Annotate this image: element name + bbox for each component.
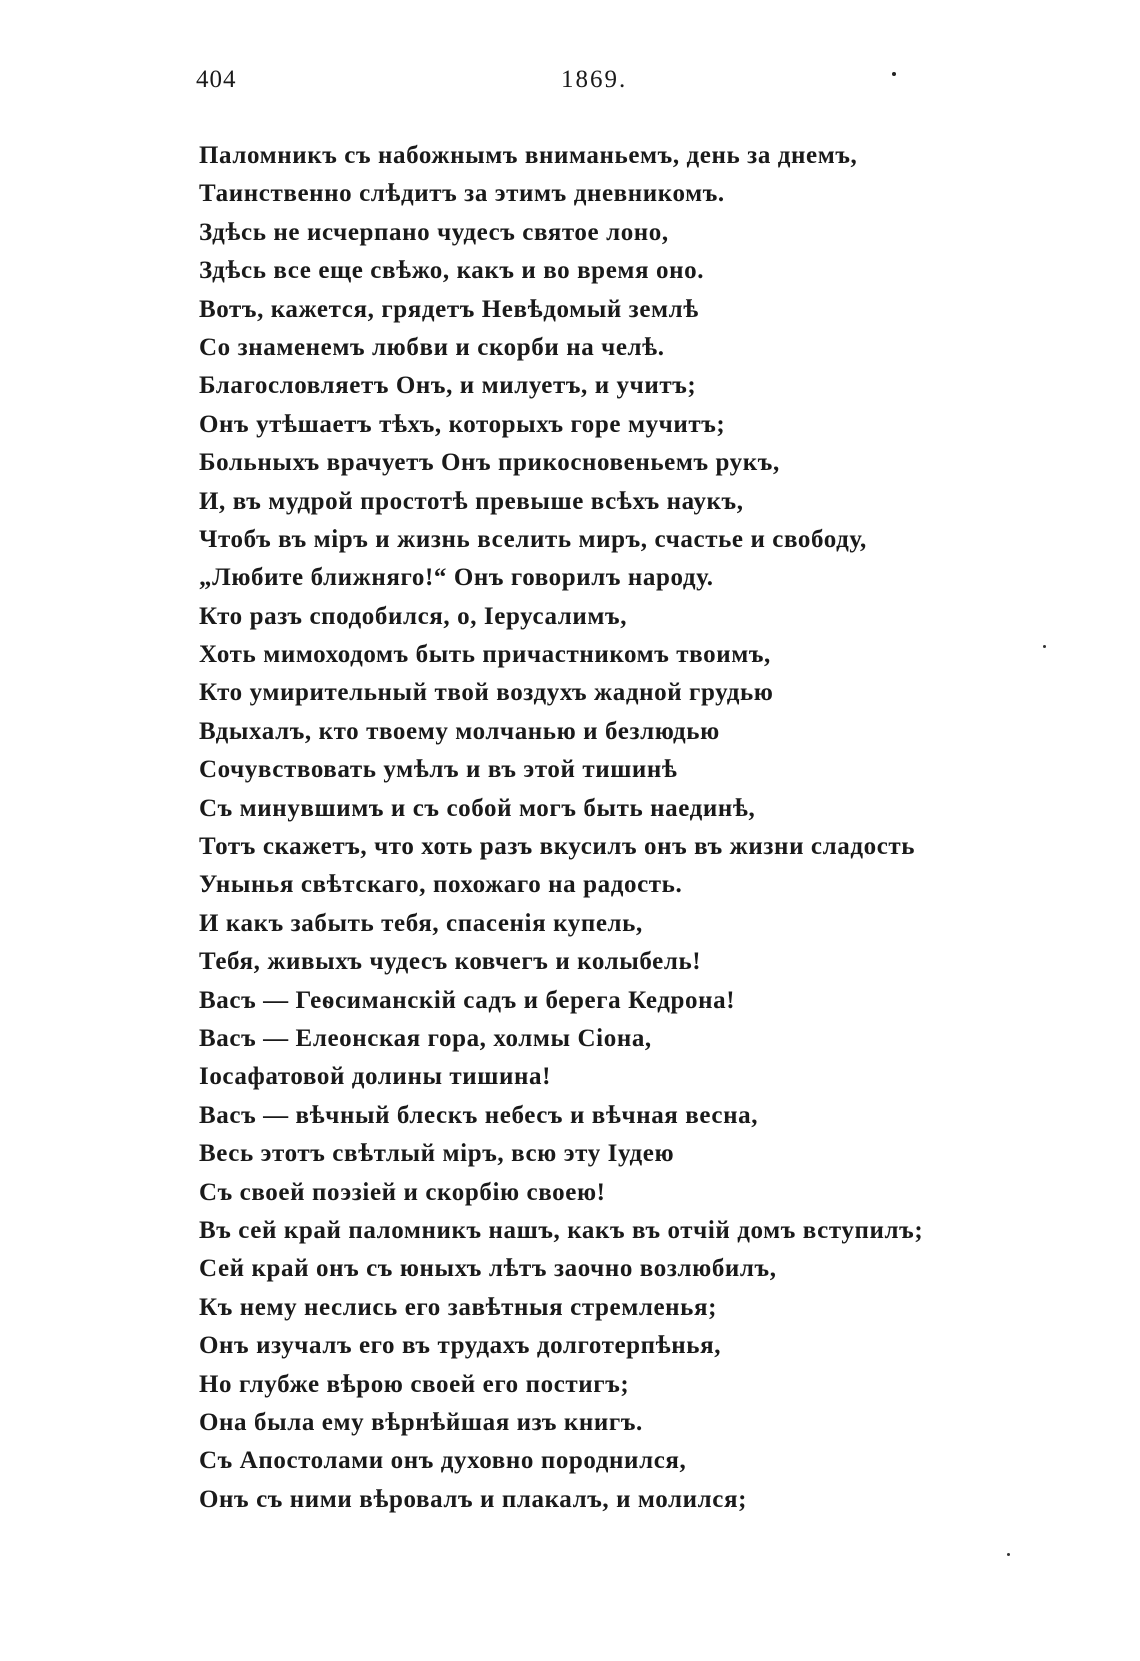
poem-line: Но глубже вѣрою своей его постигъ; — [199, 1370, 630, 1398]
poem-line: Онъ съ ними вѣровалъ и плакалъ, и молился; — [199, 1485, 748, 1513]
poem-line: Въ сей край паломникъ нашъ, какъ въ отчій домъ вступилъ; — [199, 1216, 924, 1244]
poem-line: Здѣсь не исчерпано чудесъ святое лоно, — [199, 218, 669, 246]
poem-line: Съ Апостолами онъ духовно породнился, — [199, 1447, 687, 1475]
ink-speck — [892, 72, 896, 76]
poem-line: Іосафатовой долины тишина! — [199, 1063, 552, 1091]
poem-line: Къ нему неслись его завѣтныя стремленья; — [199, 1293, 718, 1321]
poem-text — [199, 137, 1079, 1519]
poem-line: Вдыхалъ, кто твоему молчанью и безлюдью — [199, 717, 720, 745]
poem-line: Съ минувшимъ и съ собой могъ быть наединѣ, — [199, 794, 756, 822]
poem-line: „Любите ближняго!“ Онъ говорилъ народу. — [199, 564, 714, 592]
poem-line: Съ своей поэзіей и скорбію своею! — [199, 1178, 606, 1206]
poem-line: Она была ему вѣрнѣйшая изъ книгъ. — [199, 1408, 643, 1436]
poem-line: Онъ изучалъ его въ трудахъ долготерпѣнья, — [199, 1332, 722, 1360]
poem-line: Чтобъ въ міръ и жизнь вселить миръ, счастье и свободу, — [199, 525, 867, 553]
ink-speck — [1043, 645, 1046, 648]
poem-line: И какъ забыть тебя, спасенія купель, — [199, 909, 643, 937]
page-number: 404 — [196, 66, 237, 93]
poem-line: Васъ — Геѳсиманскій садъ и берега Кедрона! — [199, 986, 736, 1014]
poem-line: Тебя, живыхъ чудесъ ковчегъ и колыбель! — [199, 948, 702, 976]
poem-line: Вотъ, кажется, грядетъ Невѣдомый землѣ — [199, 295, 699, 323]
poem-line: Унынья свѣтскаго, похожаго на радость. — [199, 871, 683, 899]
poem-line: Васъ — вѣчный блескъ небесъ и вѣчная весна, — [199, 1101, 759, 1129]
poem-line: Кто умирительный твой воздухъ жадной грудью — [199, 679, 774, 707]
ink-speck — [1007, 1553, 1010, 1556]
poem-line: Онъ утѣшаетъ тѣхъ, которыхъ горе мучитъ; — [199, 410, 726, 438]
poem-line: Таинственно слѣдитъ за этимъ дневникомъ. — [199, 180, 725, 208]
poem-line: Паломникъ съ набожнымъ вниманьемъ, день за днемъ, — [199, 142, 858, 169]
poem-line: Сочувствовать умѣлъ и въ этой тишинѣ — [199, 756, 678, 784]
poem-line: Больныхъ врачуетъ Онъ прикосновеньемъ рукъ, — [199, 449, 780, 477]
poem-line: Здѣсь все еще свѣжо, какъ и во время оно. — [199, 257, 705, 285]
poem-line: Тотъ скажетъ, что хоть разъ вкусилъ онъ въ жизни сладость — [199, 833, 916, 861]
poem-line: Хоть мимоходомъ быть причастникомъ твоимъ, — [199, 641, 771, 669]
poem-line: Благословляетъ Онъ, и милуетъ, и учитъ; — [199, 372, 697, 400]
running-head-year: 1869. — [561, 66, 628, 93]
poem-line: Васъ — Елеонская гора, холмы Сіона, — [199, 1024, 652, 1052]
poem-line: И, въ мудрой простотѣ превыше всѣхъ наукъ, — [199, 487, 744, 515]
poem-line: Со знаменемъ любви и скорби на челѣ. — [199, 333, 665, 361]
poem-line: Кто разъ сподобился, о, Іерусалимъ, — [199, 602, 628, 630]
poem-line: Весь этотъ свѣтлый міръ, всю эту Іудею — [199, 1140, 675, 1168]
page-header — [196, 66, 1036, 106]
poem-line: Сей край онъ съ юныхъ лѣтъ заочно возлюбилъ, — [199, 1255, 777, 1283]
